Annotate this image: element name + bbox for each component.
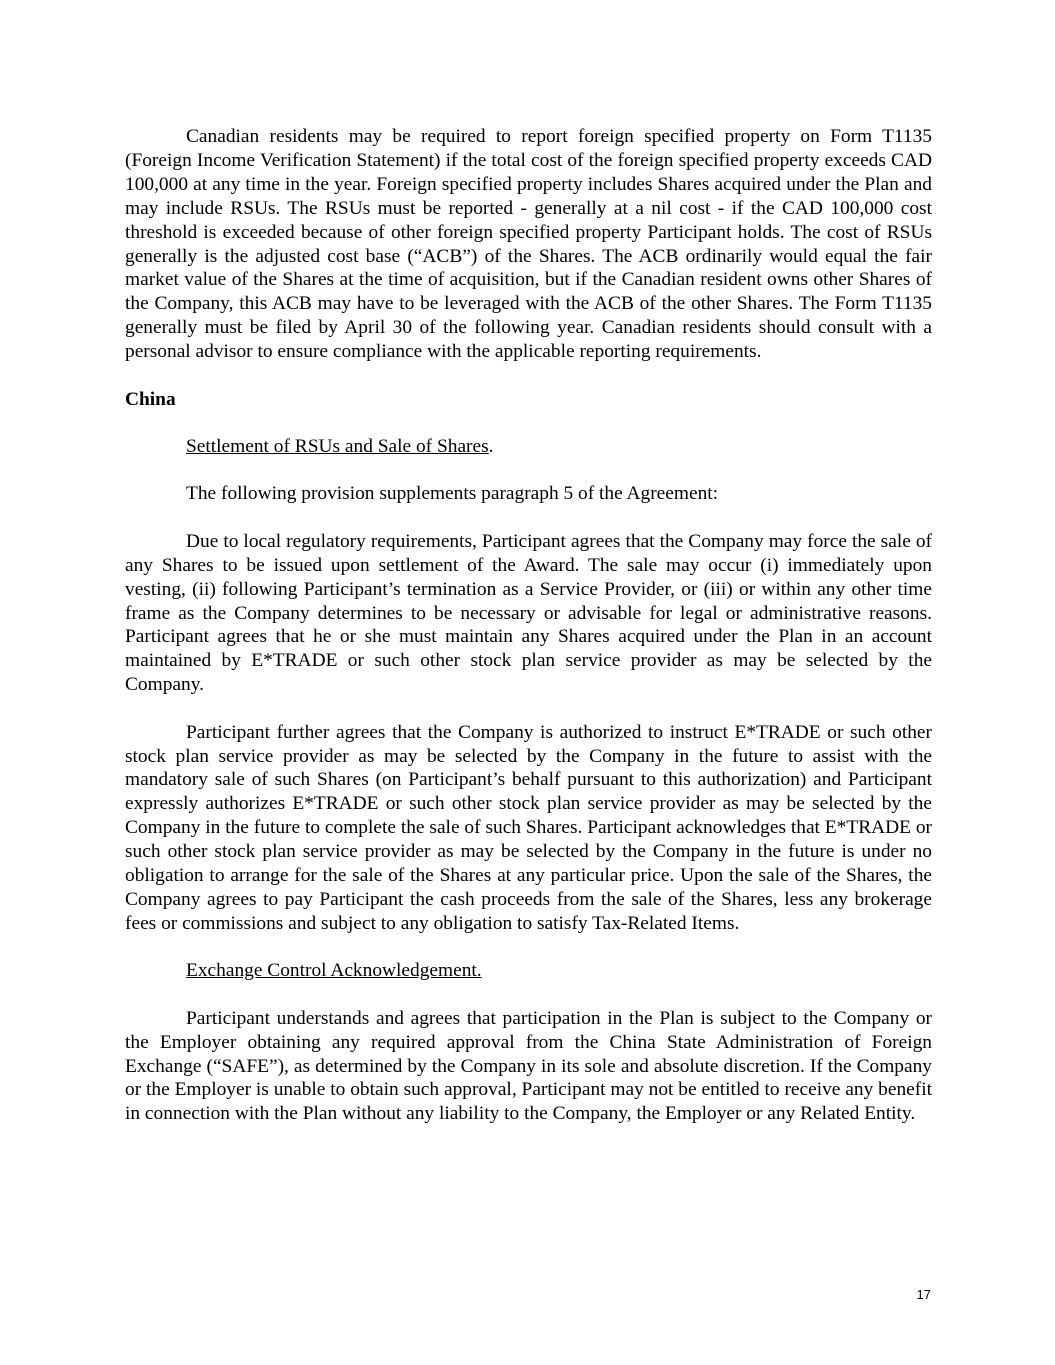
supplement-intro: The following provision supplements paragraph 5 of the Agreement: (186, 483, 719, 505)
exchange-control-subheading-text: Exchange Control Acknowledgement. (186, 960, 482, 982)
page-number: 17 (916, 1287, 931, 1302)
settlement-subheading (125, 435, 932, 459)
settlement-subheading-text: Settlement of RSUs and Sale of Shares (186, 435, 489, 457)
forced-sale-paragraph: Due to local regulatory requirements, Participant agrees that the Company may force the sale of any Shares to be issued upon settlement of the Award. The sale may occur (i) immediately upon vesting, (ii) following Participant’s termination as a Service Provider, or (iii) or within any other time frame as the Company determines to be necessary or advisable for legal or administrative reasons. Participant agrees that he or she must maintain any Shares acquired under the Plan in an account maintained by E*TRADE or such other stock plan service provider as may be selected by the Company. (125, 530, 932, 696)
china-heading: China (125, 388, 176, 410)
exchange-control-subheading (125, 959, 932, 983)
settlement-subheading-period: . (488, 435, 494, 457)
safe-approval-paragraph: Participant understands and agrees that participation in the Plan is subject to the Company or the Employer obtaining any required approval from the China State Administration of Foreign Exchange (“SAFE”), as determined by the Company in its sole and absolute discretion. If the Company or the Employer is unable to obtain such approval, Participant may not be entitled to receive any benefit in connection with the Plan without any liability to the Company, the Employer or any Related Entity. (125, 1007, 932, 1125)
canada-t1135-paragraph: Canadian residents may be required to report foreign specified property on Form T1135 (Foreign Income Verification Statement) if the total cost of the foreign specified property exceeds CAD 100,000 at any time in the year. Foreign specified property includes Shares acquired under the Plan and may include RSUs. The RSUs must be reported - generally at a nil cost - if the CAD 100,000 cost threshold is exceeded because of other foreign specified property Participant holds. The cost of RSUs generally is the adjusted cost base (“ACB”) of the Shares. The ACB ordinarily would equal the fair market value of the Shares at the time of acquisition, but if the Canadian resident owns other Shares of the Company, this ACB may have to be leveraged with the ACB of the other Shares. The Form T1135 generally must be filed by April 30 of the following year. Canadian residents should consult with a personal advisor to ensure compliance with the applicable reporting requirements. (125, 126, 932, 363)
etrade-authorization-paragraph: Participant further agrees that the Company is authorized to instruct E*TRADE or such other stock plan service provider as may be selected by the Company in the future to assist with the mandatory sale of such Shares (on Participant’s behalf pursuant to this authorization) and Participant expressly authorizes E*TRADE or such other stock plan service provider as may be selected by the Company in the future to complete the sale of such Shares. Participant acknowledges that E*TRADE or such other stock plan service provider as may be selected by the Company in the future is under no obligation to arrange for the sale of the Shares at any particular price. Upon the sale of the Shares, the Company agrees to pay Participant the cash proceeds from the sale of the Shares, less any brokerage fees or commissions and subject to any obligation to satisfy Tax-Related Items. (125, 721, 932, 934)
document-page (125, 125, 932, 1150)
